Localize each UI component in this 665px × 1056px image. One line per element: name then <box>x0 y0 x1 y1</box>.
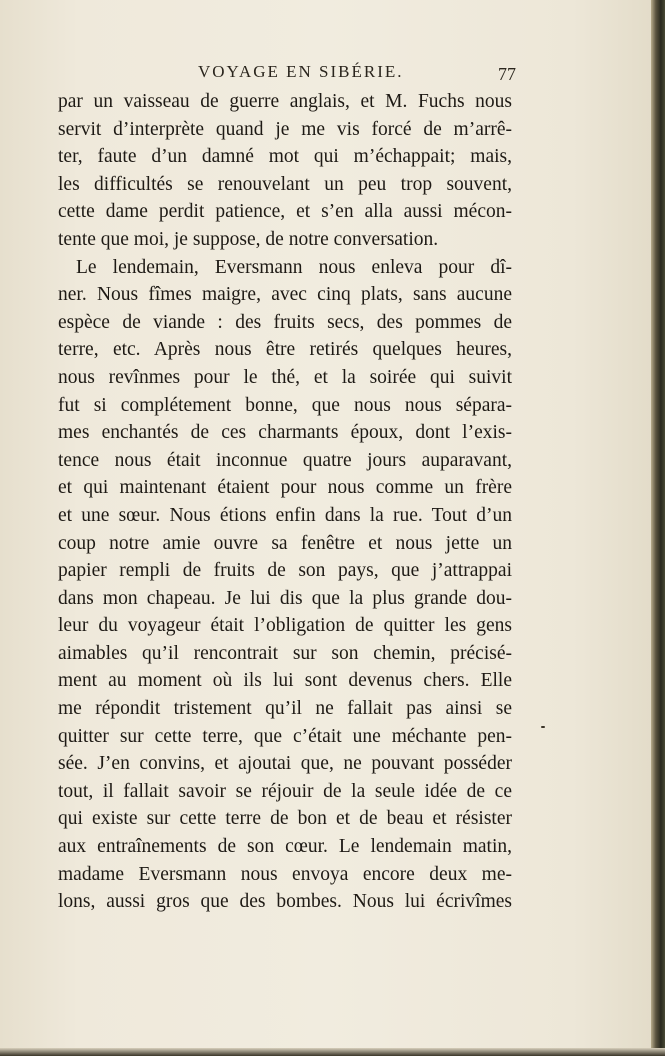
text-line: et qui maintenant étaient pour nous comme un frère <box>58 477 512 499</box>
text-line: servit d’interprète quand je me vis forcé de m’arrê- <box>58 118 512 140</box>
text-line: les difficultés se renouvelant un peu trop souvent, <box>58 173 512 195</box>
text-line: par un vaisseau de guerre anglais, et M. Fuchs nous <box>58 91 512 112</box>
page-number: 77 <box>498 64 516 84</box>
text-line: coup notre amie ouvre sa fenêtre et nous jette un <box>58 532 512 554</box>
text-line: sée. J’en convins, et ajoutai que, ne pouvant posséder <box>58 753 512 775</box>
text-line: leur du voyageur était l’obligation de quitter les gens <box>58 615 512 637</box>
text-line: aimables qu’il rencontrait sur son chemin, précisé- <box>58 642 512 664</box>
text-line: quitter sur cette terre, que c’était une méchante pen- <box>58 725 512 747</box>
text-line: madame Eversmann nous envoya encore deux me- <box>58 863 512 885</box>
text-line: espèce de viande : des fruits secs, des pommes de <box>58 311 512 333</box>
text-line: ter, faute d’un damné mot qui m’échappait; mais, <box>58 146 512 168</box>
text-line: cette dame perdit patience, et s’en alla aussi mécon- <box>58 201 512 223</box>
text-line: papier rempli de fruits de son pays, que j’attrappai <box>58 560 512 582</box>
body-text <box>58 88 512 916</box>
running-header <box>58 62 516 86</box>
text-line: terre, etc. Après nous être retirés quelques heures, <box>58 339 512 361</box>
text-line: nous revînmes pour le thé, et la soirée qui suivit <box>58 366 512 388</box>
text-line: qui existe sur cette terre de bon et de beau et résister <box>58 808 512 830</box>
text-line: ner. Nous fîmes maigre, avec cinq plats, sans aucune <box>58 284 512 306</box>
page-bottom-shadow <box>0 1048 665 1056</box>
text-line: mes enchantés de ces charmants époux, dont l’exis- <box>58 422 512 444</box>
running-title: VOYAGE EN SIBÉRIE. <box>198 62 404 81</box>
book-edge <box>651 0 665 1056</box>
text-line: lons, aussi gros que des bombes. Nous lui écrivîmes <box>58 891 512 913</box>
text-line: tence nous était inconnue quatre jours auparavant, <box>58 449 512 471</box>
text-line: tente que moi, je suppose, de notre conversation. <box>58 228 439 250</box>
ink-speck <box>541 726 545 728</box>
text-line: dans mon chapeau. Je lui dis que la plus grande dou- <box>58 587 512 609</box>
text-line: fut si complétement bonne, que nous nous sépara- <box>58 394 512 416</box>
text-line: et une sœur. Nous étions enfin dans la rue. Tout d’un <box>58 504 512 526</box>
text-line: tout, il fallait savoir se réjouir de la seule idée de ce <box>58 780 512 802</box>
text-line: me répondit tristement qu’il ne fallait pas ainsi se <box>58 698 512 720</box>
text-line: aux entraînements de son cœur. Le lendemain matin, <box>58 836 512 858</box>
text-line: ment au moment où ils lui sont devenus chers. Elle <box>58 670 512 692</box>
paragraph-start-line: Le lendemain, Eversmann nous enleva pour dî- <box>76 256 512 278</box>
